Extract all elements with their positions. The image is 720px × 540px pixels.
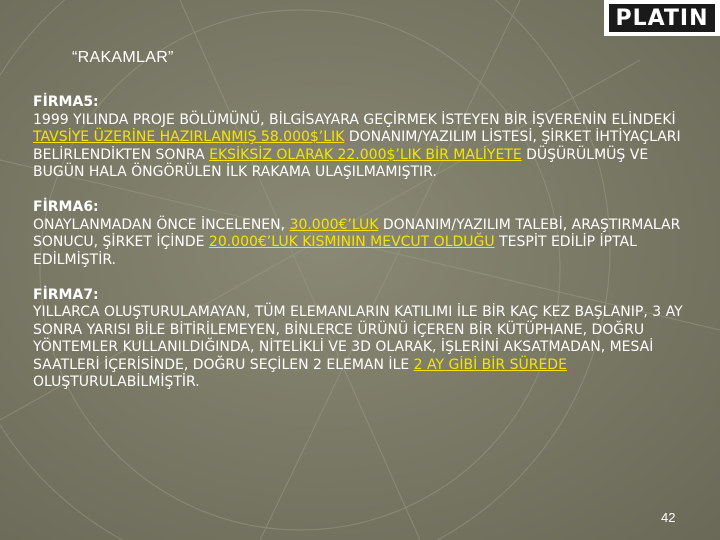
firma5-highlight-2: EKSİKSİZ OLARAK 22.000$’LIK BİR MALİYETE — [209, 146, 522, 163]
firma6-highlight-2: 20.000€’LUK KISMININ MEVCUT OLDUĞU — [208, 234, 495, 250]
logo-text: PLATIN — [615, 5, 709, 31]
firma6-text-2: DONANIM/YAZILIM TALEBİ, ARAŞTIRMALAR SONUCU, ŞİRKET İÇİNDE — [33, 216, 681, 250]
firma7-highlight-1: 2 AY GİBİ BİR SÜREDE — [413, 356, 567, 373]
firma7-block — [33, 287, 688, 392]
slide-title: “RAKAMLAR” — [72, 49, 174, 66]
logo-plate — [609, 4, 715, 32]
firma6-text-1: ONAYLANMADAN ÖNCE İNCELENEN, — [33, 216, 290, 233]
firma6-heading: FİRMA6: — [33, 199, 99, 215]
platin-logo — [604, 0, 720, 36]
firma5-highlight-1: TAVSİYE ÜZERİNE HAZIRLANMIŞ 58.000$’LIK — [33, 129, 345, 145]
firma5-block — [33, 94, 688, 182]
firma7-heading: FİRMA7: — [33, 286, 99, 303]
slide-content — [33, 94, 688, 409]
firma7-text-2: OLUŞTURULABİLMİŞTİR. — [33, 374, 200, 390]
firma5-text-3: DÜŞÜRÜLMÜŞ VE BUGÜN HALA ÖNGÖRÜLEN İLK RAKAMA ULAŞILMAMIŞTIR. — [33, 146, 649, 180]
firma5-text-1: 1999 YILINDA PROJE BÖLÜMÜNÜ, BİLGİSAYARA GEÇİRMEK İSTEYEN BİR İŞVERENİN ELİNDEKİ — [33, 111, 676, 128]
firma6-text-3: TESPİT EDİLİP İPTAL EDİLMİŞTİR. — [33, 234, 637, 268]
firma7-paragraph — [33, 304, 688, 392]
firma6-paragraph — [33, 217, 688, 270]
firma5-text-2: DONANIM/YAZILIM LİSTESİ, ŞİRKET İHTİYAÇLARI BELİRLENDİKTEN SONRA — [33, 129, 681, 163]
firma7-text-1: YILLARCA OLUŞTURULAMAYAN, TÜM ELEMANLARIN KATILIMI İLE BİR KAÇ KEZ BAŞLANIP, 3 AY SONRA YARISI BİLE BİTİRİLEMEYEN, BİNLERCE ÜRÜNÜ İÇEREN BİR KÜTÜPHANE, DOĞRU YÖNTEMLER KULLANILDIĞINDA, NİTELİKLİ VE 3D OLARAK, İŞLERİNİ AKSATMADAN, MESAİ SAATLERİ İÇERİSİNDE, DOĞRU SEÇİLEN 2 ELEMAN İLE — [33, 304, 683, 373]
firma5-paragraph — [33, 112, 688, 182]
page-number: 42 — [661, 510, 676, 525]
firma6-block — [33, 199, 688, 269]
firma5-heading: FİRMA5: — [33, 94, 99, 110]
firma6-highlight-1: 30.000€’LUK — [289, 216, 379, 233]
